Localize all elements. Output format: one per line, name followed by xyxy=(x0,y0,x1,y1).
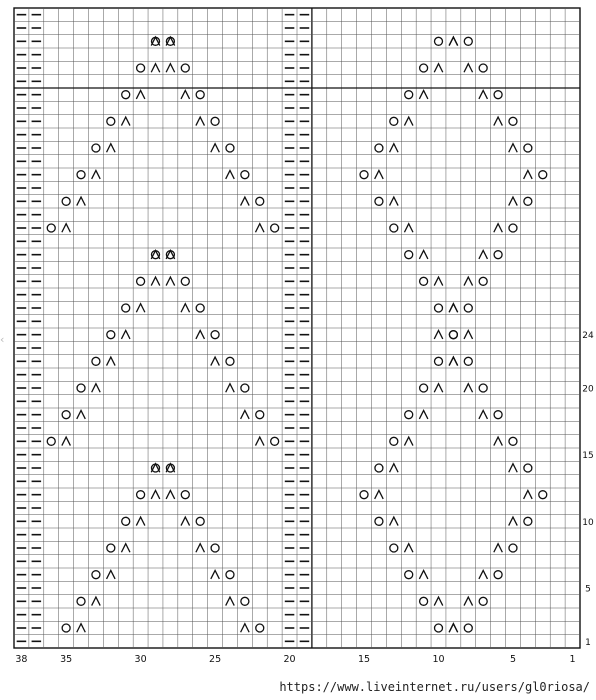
yarn-over-symbol xyxy=(137,277,145,285)
yarn-over-symbol xyxy=(524,517,532,525)
yarn-over-symbol xyxy=(539,171,547,179)
decrease-symbol xyxy=(196,544,205,553)
yarn-over-symbol xyxy=(211,331,219,339)
decrease-symbol xyxy=(524,170,533,179)
yarn-over-symbol xyxy=(420,64,428,72)
decrease-symbol xyxy=(121,117,130,126)
yarn-over-symbol xyxy=(405,251,413,259)
decrease-symbol xyxy=(196,117,205,126)
decrease-symbol xyxy=(434,384,443,393)
yarn-over-symbol xyxy=(92,571,100,579)
yarn-over-symbol xyxy=(539,491,547,499)
yarn-over-symbol xyxy=(241,384,249,392)
yarn-over-symbol xyxy=(449,331,457,339)
yarn-over-symbol xyxy=(375,517,383,525)
column-label: 25 xyxy=(209,654,222,665)
yarn-over-symbol xyxy=(405,411,413,419)
yarn-over-symbol xyxy=(390,117,398,125)
decrease-symbol xyxy=(77,410,86,419)
decrease-symbol xyxy=(419,250,428,259)
decrease-symbol xyxy=(211,570,220,579)
column-label: 38 xyxy=(15,654,28,665)
decrease-symbol xyxy=(166,277,175,286)
decrease-symbol xyxy=(92,384,101,393)
row-label: 20 xyxy=(582,384,594,395)
yarn-over-symbol xyxy=(524,144,532,152)
decrease-symbol xyxy=(92,597,101,606)
decrease-symbol xyxy=(509,517,518,526)
yarn-over-symbol xyxy=(137,491,145,499)
yarn-over-symbol xyxy=(360,491,368,499)
decrease-symbol xyxy=(509,197,518,206)
column-label: 1 xyxy=(569,654,576,665)
decrease-symbol xyxy=(449,304,458,313)
column-label: 35 xyxy=(60,654,73,665)
yarn-over-symbol xyxy=(181,64,189,72)
yarn-over-symbol xyxy=(256,197,264,205)
column-label: 30 xyxy=(134,654,147,665)
decrease-symbol xyxy=(479,250,488,259)
decrease-symbol xyxy=(419,570,428,579)
yarn-over-symbol xyxy=(211,117,219,125)
decrease-symbol xyxy=(494,437,503,446)
yarn-over-symbol xyxy=(181,491,189,499)
decrease-symbol xyxy=(449,624,458,633)
decrease-symbol xyxy=(211,357,220,366)
yarn-over-symbol xyxy=(241,597,249,605)
decrease-symbol xyxy=(181,90,190,99)
yarn-over-symbol xyxy=(405,91,413,99)
decrease-symbol xyxy=(449,357,458,366)
yarn-over-symbol xyxy=(226,144,234,152)
decrease-symbol xyxy=(449,37,458,46)
yarn-over-symbol xyxy=(375,197,383,205)
decrease-symbol xyxy=(181,517,190,526)
yarn-over-symbol xyxy=(226,357,234,365)
yarn-over-symbol xyxy=(47,437,55,445)
yarn-over-symbol xyxy=(92,144,100,152)
yarn-over-symbol xyxy=(271,437,279,445)
yarn-over-symbol xyxy=(494,411,502,419)
decrease-symbol xyxy=(211,144,220,153)
yarn-over-symbol xyxy=(464,304,472,312)
decrease-symbol xyxy=(241,624,250,633)
decrease-symbol xyxy=(107,570,116,579)
decrease-symbol xyxy=(226,597,235,606)
decrease-symbol xyxy=(77,624,86,633)
decrease-symbol xyxy=(479,570,488,579)
yarn-over-symbol xyxy=(420,277,428,285)
column-label: 15 xyxy=(357,654,371,665)
yarn-over-symbol xyxy=(92,357,100,365)
yarn-over-symbol xyxy=(435,624,443,632)
yarn-over-symbol xyxy=(405,571,413,579)
decrease-symbol xyxy=(464,384,473,393)
yarn-over-symbol xyxy=(360,171,368,179)
yarn-over-symbol xyxy=(464,37,472,45)
decrease-symbol xyxy=(121,330,130,339)
decrease-symbol xyxy=(494,117,503,126)
decrease-symbol xyxy=(390,517,399,526)
decrease-symbol xyxy=(434,330,443,339)
yarn-over-symbol xyxy=(479,277,487,285)
decrease-symbol xyxy=(464,597,473,606)
yarn-over-symbol xyxy=(241,171,249,179)
yarn-over-symbol xyxy=(122,91,130,99)
decrease-symbol xyxy=(404,117,413,126)
decrease-symbol xyxy=(136,304,145,313)
yarn-over-symbol xyxy=(256,411,264,419)
yarn-over-symbol xyxy=(435,357,443,365)
decrease-symbol xyxy=(121,544,130,553)
yarn-over-symbol xyxy=(390,224,398,232)
decrease-symbol xyxy=(390,197,399,206)
row-label: 24 xyxy=(582,331,594,342)
decrease-symbol xyxy=(151,64,160,73)
yarn-over-symbol xyxy=(77,597,85,605)
decrease-symbol xyxy=(181,304,190,313)
yarn-over-symbol xyxy=(196,304,204,312)
yarn-over-symbol xyxy=(77,384,85,392)
yarn-over-symbol xyxy=(524,464,532,472)
decrease-symbol xyxy=(151,490,160,499)
yarn-over-symbol xyxy=(62,624,70,632)
decrease-symbol xyxy=(166,490,175,499)
yarn-over-symbol xyxy=(494,251,502,259)
yarn-over-symbol xyxy=(77,171,85,179)
yarn-over-symbol xyxy=(226,571,234,579)
decrease-symbol xyxy=(479,410,488,419)
yarn-over-symbol xyxy=(181,277,189,285)
yarn-over-symbol xyxy=(107,117,115,125)
decrease-symbol xyxy=(166,64,175,73)
yarn-over-symbol xyxy=(256,624,264,632)
yarn-over-symbol xyxy=(420,384,428,392)
yarn-over-symbol xyxy=(122,517,130,525)
decrease-symbol xyxy=(419,90,428,99)
yarn-over-symbol xyxy=(479,597,487,605)
decrease-symbol xyxy=(151,277,160,286)
decrease-symbol xyxy=(390,144,399,153)
yarn-over-symbol xyxy=(479,384,487,392)
yarn-over-symbol xyxy=(509,117,517,125)
decrease-symbol xyxy=(464,64,473,73)
yarn-over-symbol xyxy=(494,91,502,99)
yarn-over-symbol xyxy=(509,544,517,552)
decrease-symbol xyxy=(241,197,250,206)
chevron-left-icon: ‹ xyxy=(0,333,5,346)
decrease-symbol xyxy=(255,224,264,233)
decrease-symbol xyxy=(390,464,399,473)
yarn-over-symbol xyxy=(196,91,204,99)
decrease-symbol xyxy=(77,197,86,206)
yarn-over-symbol xyxy=(375,464,383,472)
decrease-symbol xyxy=(136,90,145,99)
yarn-over-symbol xyxy=(271,224,279,232)
decrease-symbol xyxy=(196,330,205,339)
decrease-symbol xyxy=(494,544,503,553)
decrease-symbol xyxy=(107,144,116,153)
yarn-over-symbol xyxy=(137,64,145,72)
decrease-symbol xyxy=(494,224,503,233)
decrease-symbol xyxy=(464,277,473,286)
yarn-over-symbol xyxy=(509,437,517,445)
decrease-symbol xyxy=(524,490,533,499)
yarn-over-symbol xyxy=(435,304,443,312)
decrease-symbol xyxy=(479,90,488,99)
yarn-over-symbol xyxy=(211,544,219,552)
yarn-over-symbol xyxy=(375,144,383,152)
yarn-over-symbol xyxy=(62,197,70,205)
yarn-over-symbol xyxy=(494,571,502,579)
yarn-over-symbol xyxy=(47,224,55,232)
decrease-symbol xyxy=(434,597,443,606)
yarn-over-symbol xyxy=(390,437,398,445)
decrease-symbol xyxy=(419,410,428,419)
yarn-over-symbol xyxy=(435,37,443,45)
yarn-over-symbol xyxy=(464,624,472,632)
yarn-over-symbol xyxy=(479,64,487,72)
column-label: 5 xyxy=(509,654,516,665)
yarn-over-symbol xyxy=(107,331,115,339)
row-label: 1 xyxy=(585,637,591,648)
decrease-symbol xyxy=(509,464,518,473)
row-label: 5 xyxy=(585,584,591,595)
yarn-over-symbol xyxy=(524,197,532,205)
decrease-symbol xyxy=(136,517,145,526)
decrease-symbol xyxy=(92,170,101,179)
decrease-symbol xyxy=(434,277,443,286)
decrease-symbol xyxy=(375,490,384,499)
yarn-over-symbol xyxy=(509,224,517,232)
column-label: 20 xyxy=(283,654,296,665)
watermark-url: https://www.liveinternet.ru/users/gl0riosa/ xyxy=(279,680,590,694)
yarn-over-symbol xyxy=(122,304,130,312)
row-label: 10 xyxy=(582,517,594,528)
yarn-over-symbol xyxy=(62,411,70,419)
decrease-symbol xyxy=(404,544,413,553)
yarn-over-symbol xyxy=(464,357,472,365)
decrease-symbol xyxy=(241,410,250,419)
yarn-over-symbol xyxy=(107,544,115,552)
decrease-symbol xyxy=(404,437,413,446)
row-label: 15 xyxy=(582,451,594,462)
decrease-symbol xyxy=(62,437,71,446)
decrease-symbol xyxy=(226,170,235,179)
decrease-symbol xyxy=(509,144,518,153)
column-label: 10 xyxy=(432,654,445,665)
decrease-symbol xyxy=(434,64,443,73)
yarn-over-symbol xyxy=(390,544,398,552)
decrease-symbol xyxy=(255,437,264,446)
decrease-symbol xyxy=(62,224,71,233)
decrease-symbol xyxy=(107,357,116,366)
decrease-symbol xyxy=(404,224,413,233)
yarn-over-symbol xyxy=(420,597,428,605)
decrease-symbol xyxy=(226,384,235,393)
yarn-over-symbol xyxy=(196,517,204,525)
decrease-symbol xyxy=(464,330,473,339)
decrease-symbol xyxy=(375,170,384,179)
